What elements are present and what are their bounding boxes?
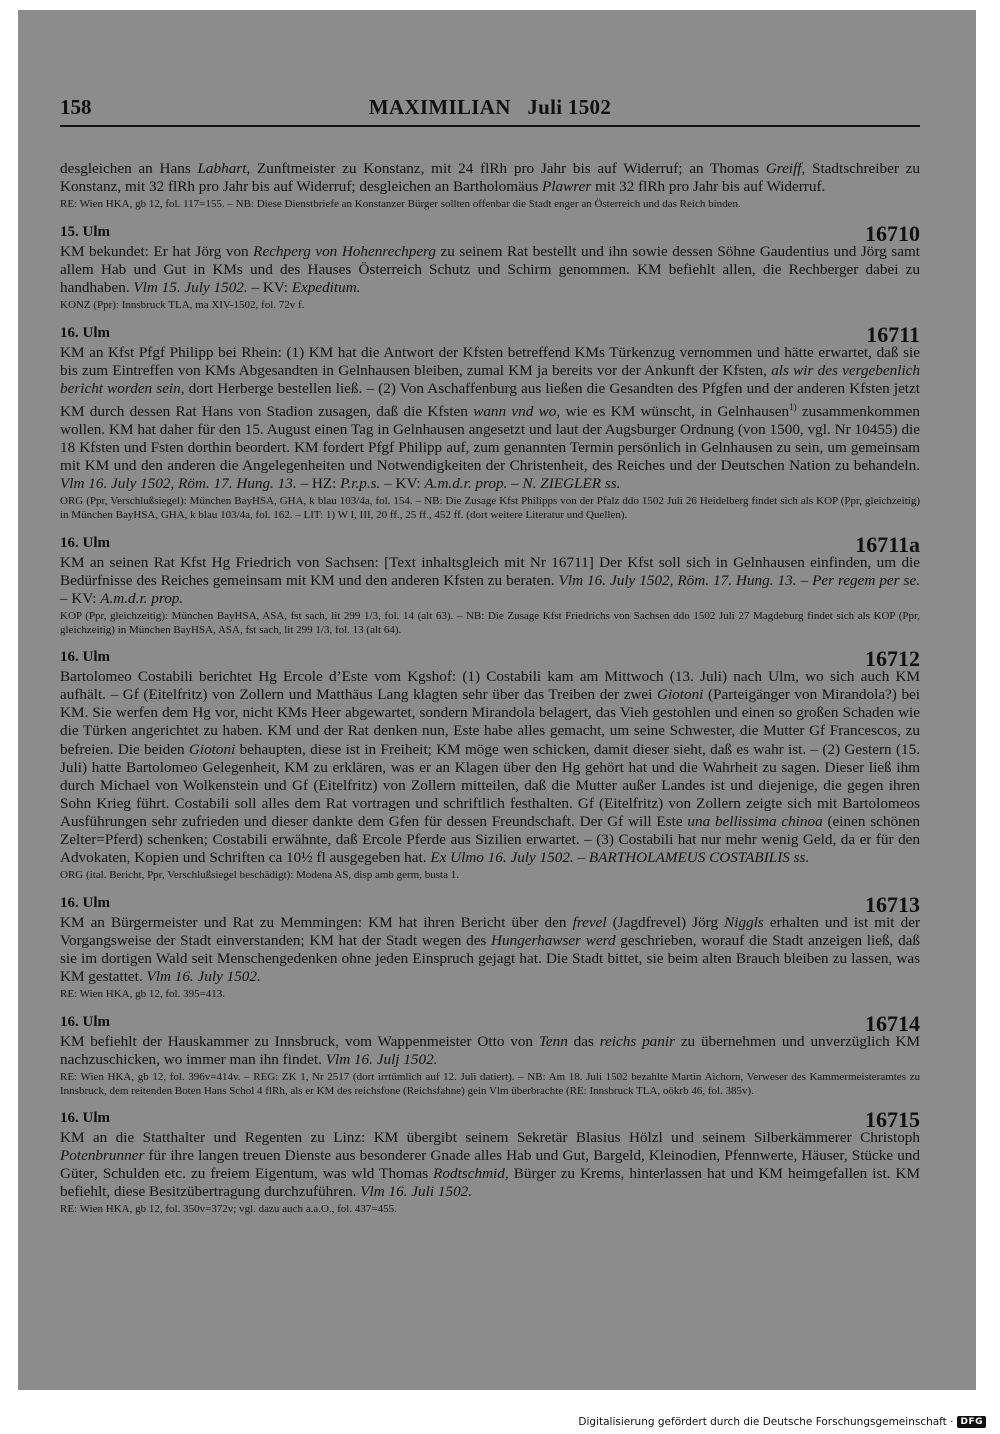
intro-block [60,160,920,212]
entry-date: 16. Ulm [60,534,110,551]
entry-source: RE: Wien HKA, gb 12, fol. 350v=372v; vgl. dazu auch a.a.O., fol. 437=455. [60,1203,397,1216]
page-header [60,95,920,127]
entry-header [60,531,920,557]
entry-body: KM an die Statthalter und Regenten zu Linz: KM übergibt seinem Sekretär Blasius Hölzl und seinem Silberkämmerer Christoph Potenbrunner für ihre langen treuen Dienste aus besonderer Gnade alles Hab und Gut, Bargeld, Kleinodien, Pfennwerte, Häuser, Stücke und Güter, Schulden etc. zu freiem Eigentum, was wld Thomas Rodtschmid, Bürger zu Krems, hinterlassen hat und KM heimgefallen ist. KM befiehlt, diese Besitzübertragung durchzuführen. Vlm 16. Juli 1502. [60,1129,920,1201]
entry-body: Bartolomeo Costabili berichtet Hg Ercole d’Este vom Kgshof: (1) Costabili kam am Mittwoch (13. Juli) nach Ulm, wo sich auch KM aufhält. – Gf (Eitelfritz) von Zollern und Matthäus Lang klagten sehr über das Treiben der zwei Giotoni (Parteigänger von Mirandola?) bei KM. Sie werfen dem Hg vor, nicht KMs Heer abgewartet, sondern Mirandola belagert, das Vieh gestohlen und einen so großen Schaden wie die Türken angerichtet zu haben. KM und der Rat denken nun, Este habe alles gemacht, um seine Schwester, die Mutter Gf Francescos, zu befreien. Die beiden Giotoni behaupten, diese ist in Freiheit; KM möge wen schicken, damit dieser sieht, daß es wahr ist. – (2) Gestern (15. Juli) hatte Bartolomeo Gelegenheit, KM zu erklären, was er an Klagen über den Hg gehört hat und die Wahrheit zu sagen. Dieser ließ ihm durch Michael von Wolkenstein und Gf (Eitelfritz) von Zollern mitteilen, daß die Mutter außer Landes ist und diejenige, die gegen ihren Sohn Krieg führt. Costabili soll alles dem Rat vortragen und schriftlich festhalten. Gf (Eitelfritz) von Zollern zeigte sich mit Bartolomeos Ausführungen sehr zufrieden und dieser dankte dem Gfen für dessen Freundschaft. Der Gf will Este una bellissima chinoa (einen schönen Zelter=Pferd) schenken; Costabili erwähnte, daß Ercole Pferde aus Sizilien erwartet. – (3) Costabili hat nur mehr wenig Geld, da er für den Advokaten, Kopien und Schriften ca 10½ fl ausgegeben hat. Ex Ulmo 16. July 1502. – BARTHOLAMEUS COSTABILIS ss. [60,668,921,867]
dfg-logo: DFG [957,1416,986,1428]
entry-header [60,891,920,917]
entry-number: 16714 [865,1010,920,1036]
entry-source: ORG (ital. Bericht, Ppr, Verschlußsiegel beschädigt): Modena AS, disp amb germ, busta 1. [60,869,459,882]
entry-16711a [60,532,920,637]
entry-header [60,220,920,246]
entry-number: 16710 [865,220,920,246]
entry-body: KM an Kfst Pfgf Philipp bei Rhein: (1) KM hat die Antwort der Kfsten betreffend KMs Türkenzug vernommen und hätte erwartet, daß sie bis zum Eintreffen von KMs Abgesandten in Gelnhausen bleiben, zumal KM ja bereits vor der Ankunft der Kfsten, als wir des vergebenlich bericht worden sein, dort Herberge bestellen ließ. – (2) Von Aschaffenburg aus ließen die Gesandten des Pfgfen und der anderen Kfsten jetzt KM durch dessen Rat Hans von Stadion zusagen, daß die Kfsten wann vnd wo, wie es KM wünscht, in Gelnhausen$^{1)}$ zusammenkommen wollen. KM hat daher für den 15. August einen Tag in Gelnhausen angesetzt und laut der Augsburger Ordnung (von 1500, vgl. Nr 10455) die 18 Kfsten und Fsten dorthin beordert. KM fordert Pfgf Philipp auf, zum genannten Termin persönlich in Gelnhausen zu sein, um gemeinsam mit KM und den anderen die Angelegenheiten und Notwendigkeiten der Christenheit, des Reiches und der Deutschen Nation zu behandeln. Vlm 16. July 1502, Röm. 17. Hung. 13. – HZ: P.r.p.s. – KV: A.m.d.r. prop. – N. ZIEGLER ss. [60,343,920,493]
entry-body: KM an seinen Rat Kfst Hg Friedrich von Sachsen: [Text inhaltsgleich mit Nr 16711] Der Kfst soll sich in Gelnhausen einfinden, um die Bedürfnisse des Reiches gemeinsam mit KM und den anderen Kfsten zu beraten. Vlm 16. July 1502, Röm. 17. Hung. 13. – Per regem per se. – KV: A.m.d.r. prop. [60,553,921,607]
entry-list [60,221,920,1217]
entry-header [60,321,920,347]
entry-date: 16. Ulm [60,1110,110,1126]
entry-number: 16711 [866,321,920,347]
entry-date: 16. Ulm [60,1013,110,1030]
entry-header [60,1107,920,1132]
entry-16713 [60,892,920,1002]
entry-16710 [60,221,920,313]
entry-date: 16. Ulm [60,649,110,666]
entry-source: KOP (Ppr, gleichzeitig): München BayHSA, ASA, fst sach, lit 299 1/3, fol. 14 (alt 63). – NB: Die Zusage Kfst Friedrichs von Sachsen ddo 1502 Juli 27 Magdeburg findet sich als KOP (Ppr, gleichzeitig) in München BayHSA, ASA, fst sach, lit 299 1/3, fol. 13 (alt 64). [60,609,920,636]
running-title: MAXIMILIAN Juli 1502 [368,95,612,119]
page-number: 158 [60,95,92,119]
entry-number: 16711a [855,531,920,557]
entry-source: KONZ (Ppr): Innsbruck TLA, ma XIV-1502, fol. 72v f. [60,299,305,312]
entry-source: RE: Wien HKA, gb 12, fol. 395=413. [60,988,226,1001]
entry-header [60,1010,920,1036]
entry-number: 16712 [865,646,920,672]
entry-16714 [60,1011,920,1098]
entry-date: 16. Ulm [60,894,110,911]
entry-date: 16. Ulm [60,324,110,341]
intro-source: RE: Wien HKA, gb 12, fol. 117=155. – NB: Diese Dienstbriefe an Konstanzer Bürger sollten offenbar die Stadt enger an Österreich und das Reich binden. [60,198,741,211]
entry-16715 [60,1107,920,1217]
intro-text: desgleichen an Hans Labhart, Zunftmeister zu Konstanz, mit 24 flRh pro Jahr bis auf Widerruf; an Thomas Greiff, Stadtschreiber zu Konstanz, mit 32 flRh pro Jahr bis auf Widerruf; desgleichen an Bartholomäus Plawrer mit 32 flRh pro Jahr bis auf Widerruf. [60,160,920,196]
entry-source: RE: Wien HKA, gb 12, fol. 396v=414v. – REG: ZK 1, Nr 2517 (dort irrtümlich auf 12. Juli datiert). – NB: Am 18. Juli 1502 bezahlte Martin Aichorn, Verweser des Kammermeisteramtes zu Innsbruck, dem reitenden Boten Hans Schol 4 flRh, als er KM des reichsfone (Reichsfahne) gein Vlm überbrachte (RE: Innsbruck TLA, oökrb 46, fol. 385v). [60,1070,920,1097]
page-content [60,160,920,1217]
entry-16712 [60,646,920,883]
entry-body: KM bekundet: Er hat Jörg von Rechperg von Hohenrechperg zu seinem Rat bestellt und ihn sowie dessen Söhne Gaudentius und Jörg samt allem Hab und Gut in KMs und des Hauses Österreich Schutz und Schirm genommen. KM befiehlt allen, die Rechberger dabei zu handhaben. Vlm 15. July 1502. – KV: Expeditum. [60,242,920,296]
entry-header [60,646,920,672]
footer-credit [578,1416,986,1428]
entry-16711 [60,322,920,523]
entry-body: KM an Bürgermeister und Rat zu Memmingen: KM hat ihren Bericht über den frevel (Jagdfrevel) Jörg Niggls erhalten und ist mit der Vorgangsweise der Stadt einverstanden; KM hat der Stadt wegen des Hungerhawser werd geschrieben, worauf die Stadt anzeigen ließ, daß sie im dortigen Wald seit Menschengedenken ohne jeden Einspruch gejagt hat. Die Stadt bittet, sie beim alten Brauch bleiben zu lassen, was KM gestattet. Vlm 16. July 1502. [60,913,921,986]
footer-credit-text: Digitalisierung gefördert durch die Deutsche Forschungsgemeinschaft · [578,1416,954,1428]
entry-number: 16715 [865,1107,920,1132]
entry-source: ORG (Ppr, Verschlußsiegel): München BayHSA, GHA, k blau 103/4a, fol. 154. – NB: Die Zusage Kfst Philipps von der Pfalz ddo 1502 Juli 26 Heidelberg findet sich als KOP (Ppr, gleichzeitig) in München BayHSA, GHA, k blau 103/4a, fol. 162. – LIT: 1) W I, III, 20 ff., 25 ff., 452 ff. (dort weitere Literatur und Quellen). [60,495,920,522]
entry-date: 15. Ulm [60,223,110,240]
entry-number: 16713 [865,891,920,917]
entry-body: KM befiehlt der Hauskammer zu Innsbruck, vom Wappenmeister Otto von Tenn das reichs panir zu übernehmen und unverzüglich KM nachzuschicken, wo immer man ihn findet. Vlm 16. Julj 1502. [60,1032,921,1068]
